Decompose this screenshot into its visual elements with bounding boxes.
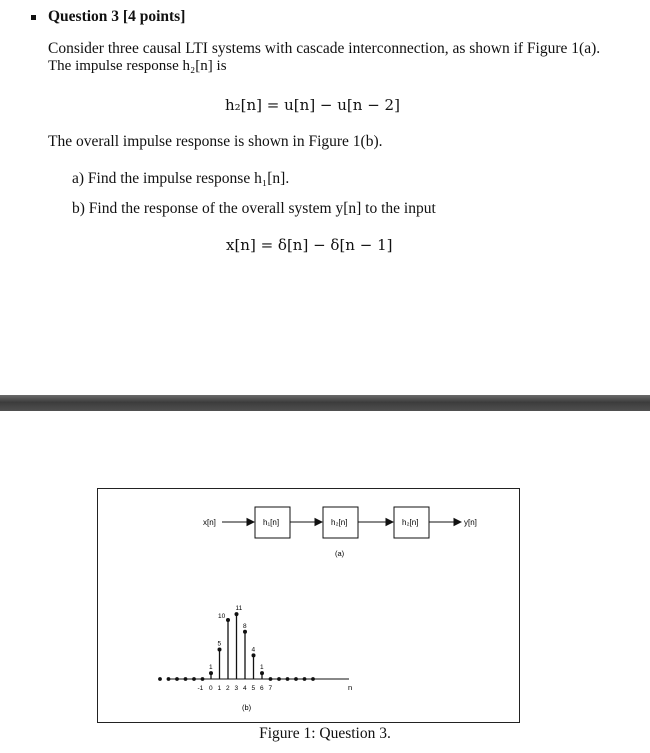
stem-value-label: 11 <box>235 605 243 613</box>
stem-zero-point <box>311 677 315 681</box>
figure-svg <box>98 489 519 722</box>
stem-sublabel: (b) <box>242 703 252 712</box>
figure-frame <box>97 488 520 723</box>
stem-value-label: 1 <box>209 664 213 672</box>
question-title: Question 3 [4 points] <box>48 8 186 25</box>
stem-value-label: 5 <box>217 640 222 648</box>
block-h2-first-label: h₂[n] <box>331 518 348 527</box>
tick-label: 6 <box>260 685 264 692</box>
block-h1-label: h₁[n] <box>263 518 280 527</box>
stem-zero-point <box>192 677 196 681</box>
tick-label: 2 <box>226 685 230 692</box>
stem-zero-point <box>286 677 290 681</box>
input-label: x[n] <box>203 518 216 527</box>
stem-point <box>252 653 256 657</box>
stem-zero-point <box>303 677 307 681</box>
stem-value-label: 1 <box>260 664 264 672</box>
stem-point <box>243 630 247 634</box>
stem-point <box>260 671 264 675</box>
stem-value-label: 4 <box>251 646 256 654</box>
tick-label: 5 <box>251 685 256 692</box>
figure-caption: Figure 1: Question 3. <box>259 725 391 742</box>
stem-point <box>218 648 222 652</box>
stem-zero-point <box>269 677 273 681</box>
stem-zero-point <box>167 677 171 681</box>
tick-label: 1 <box>217 685 222 692</box>
bullet-icon <box>31 15 36 20</box>
stem-zero-point <box>277 677 281 681</box>
stem-value-label: 10 <box>218 613 226 620</box>
part-b: b) Find the response of the overall system y[n] to the input <box>72 200 436 217</box>
part-a: a) Find the impulse response h₁[n]. <box>72 170 290 187</box>
input-equation: x[n] = δ[n] − δ[n − 1] <box>226 236 393 254</box>
stem-zero-point <box>184 677 188 681</box>
tick-label: 0 <box>209 685 213 692</box>
output-label: y[n] <box>464 518 477 527</box>
diagram-sublabel: (a) <box>335 549 345 558</box>
stem-point <box>226 618 230 622</box>
h2-equation: h₂[n] = u[n] − u[n − 2] <box>225 96 400 114</box>
stem-zero-point <box>175 677 179 681</box>
tick-label: -1 <box>197 685 204 692</box>
axis-label-n: n <box>348 683 353 692</box>
tick-label: 4 <box>243 685 247 692</box>
intro-line-2: The impulse response h₂[n] is <box>48 58 227 74</box>
page-separator-bar <box>0 395 650 411</box>
block-h2-second-label: h₂[n] <box>402 518 419 527</box>
stem-point <box>235 612 239 616</box>
stem-zero-point <box>158 677 162 681</box>
stem-value-label: 8 <box>243 622 247 630</box>
tick-label: 3 <box>234 685 239 692</box>
overall-response-text: The overall impulse response is shown in Figure 1(b). <box>48 133 383 150</box>
intro-line-1: Consider three causal LTI systems with cascade interconnection, as shown if Figure 1(a). <box>48 40 601 57</box>
stem-zero-point <box>294 677 298 681</box>
stem-zero-point <box>201 677 205 681</box>
stem-point <box>209 671 213 675</box>
tick-label: 7 <box>268 685 273 692</box>
